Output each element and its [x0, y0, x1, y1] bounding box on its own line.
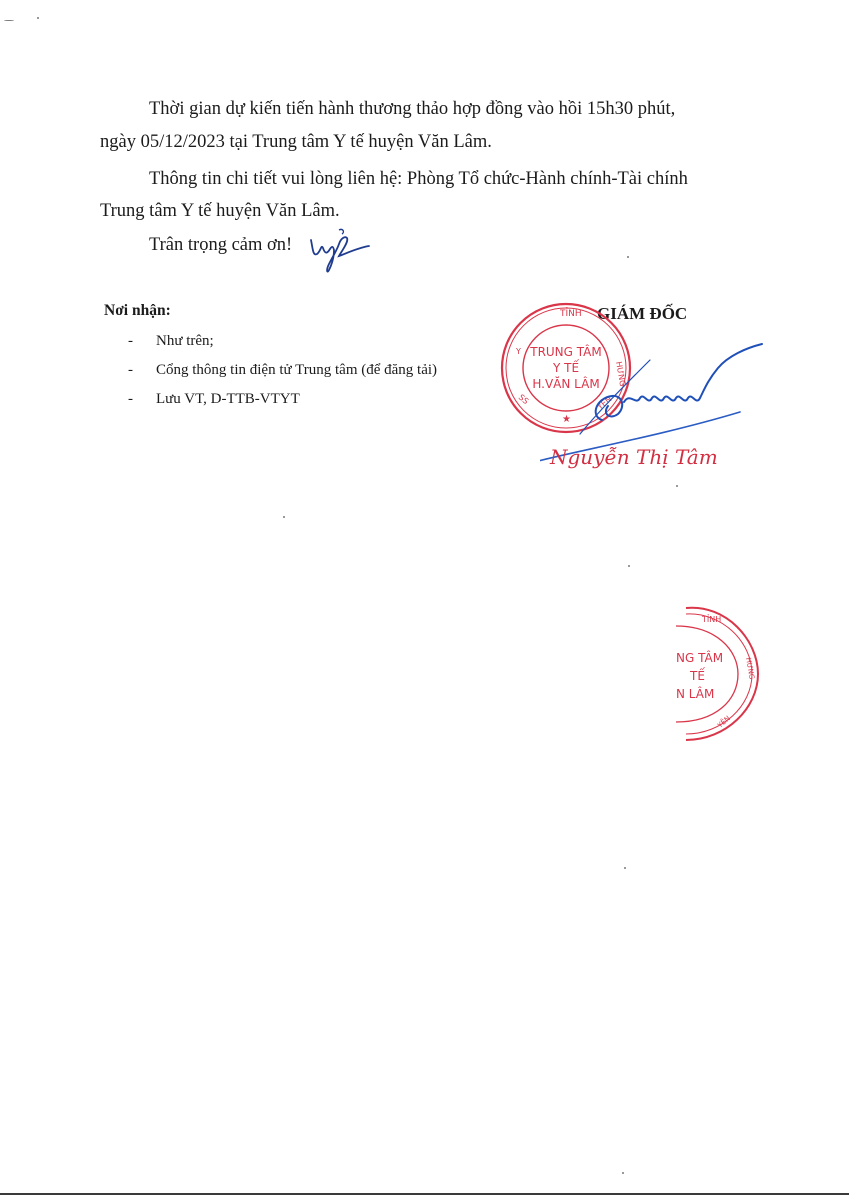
closing-text: Trân trọng cảm ơn!: [149, 235, 293, 255]
scan-bottom-edge: [0, 1193, 849, 1195]
scan-speck: [622, 1172, 624, 1174]
partial-stamp-line1: NG TÂM: [676, 651, 724, 665]
signer-name-svg: [540, 438, 770, 478]
stamp-line1: TRUNG TÂM: [530, 345, 602, 359]
list-dash: -: [128, 362, 133, 378]
stamp-line2: Y TẾ: [552, 361, 580, 375]
paragraph-time-line2: ngày 05/12/2023 tại Trung tâm Y tế huyện Văn Lâm.: [100, 132, 492, 152]
partial-edge-stamp: [666, 604, 766, 744]
partial-stamp-line3: N LÂM: [676, 687, 715, 701]
signer-name: Nguyễn Thị Tâm: [550, 445, 718, 469]
recipients-heading: Nơi nhận:: [104, 302, 171, 319]
partial-stamp-bottom: YÊN: [716, 714, 732, 730]
scan-speck: [627, 256, 629, 258]
paragraph-contact-line1: Thông tin chi tiết vui lòng liên hệ: Phòng Tổ chức-Hành chính-Tài chính: [149, 169, 688, 189]
recipient-item: [128, 362, 437, 379]
partial-stamp-line2: TẾ: [690, 669, 705, 683]
stamp-right-text: HƯNG: [614, 360, 628, 388]
recipient-item: [128, 391, 300, 408]
scan-mark: [4, 20, 14, 21]
stamp-line3: H.VĂN LÂM: [532, 377, 600, 391]
stamp-star-icon: ★: [562, 414, 571, 425]
recipient-item: [128, 333, 214, 350]
partial-stamp-right: HƯNG: [744, 656, 756, 680]
scan-speck: [283, 516, 285, 518]
scan-speck: [676, 485, 678, 487]
paragraph-contact-line2: Trung tâm Y tế huyện Văn Lâm.: [100, 201, 340, 221]
list-dash: -: [128, 391, 133, 407]
signer-title: GIÁM ĐỐC: [597, 304, 688, 323]
stamp-top-text: TỈNH: [560, 309, 582, 319]
stamp-left-text: Y: [516, 347, 521, 356]
scan-speck: [628, 565, 630, 567]
scan-speck: [624, 867, 626, 869]
stamp-bottom-left-text: SS: [516, 392, 531, 407]
stamp-bottom-right-text: YÊN: [595, 394, 614, 412]
recipient-label: Cổng thông tin điện tử Trung tâm (để đăng tải): [156, 362, 438, 378]
recipient-label: Lưu VT, D-TTB-VTYT: [156, 391, 300, 407]
paragraph-time-line1: Thời gian dự kiến tiến hành thương thảo hợp đồng vào hồi 15h30 phút,: [149, 99, 676, 119]
list-dash: -: [128, 333, 133, 349]
recipient-label: Như trên;: [156, 333, 214, 349]
initial-signature: [305, 224, 385, 278]
scan-mark: [37, 17, 39, 19]
partial-stamp-top: TỈNH: [702, 615, 722, 624]
